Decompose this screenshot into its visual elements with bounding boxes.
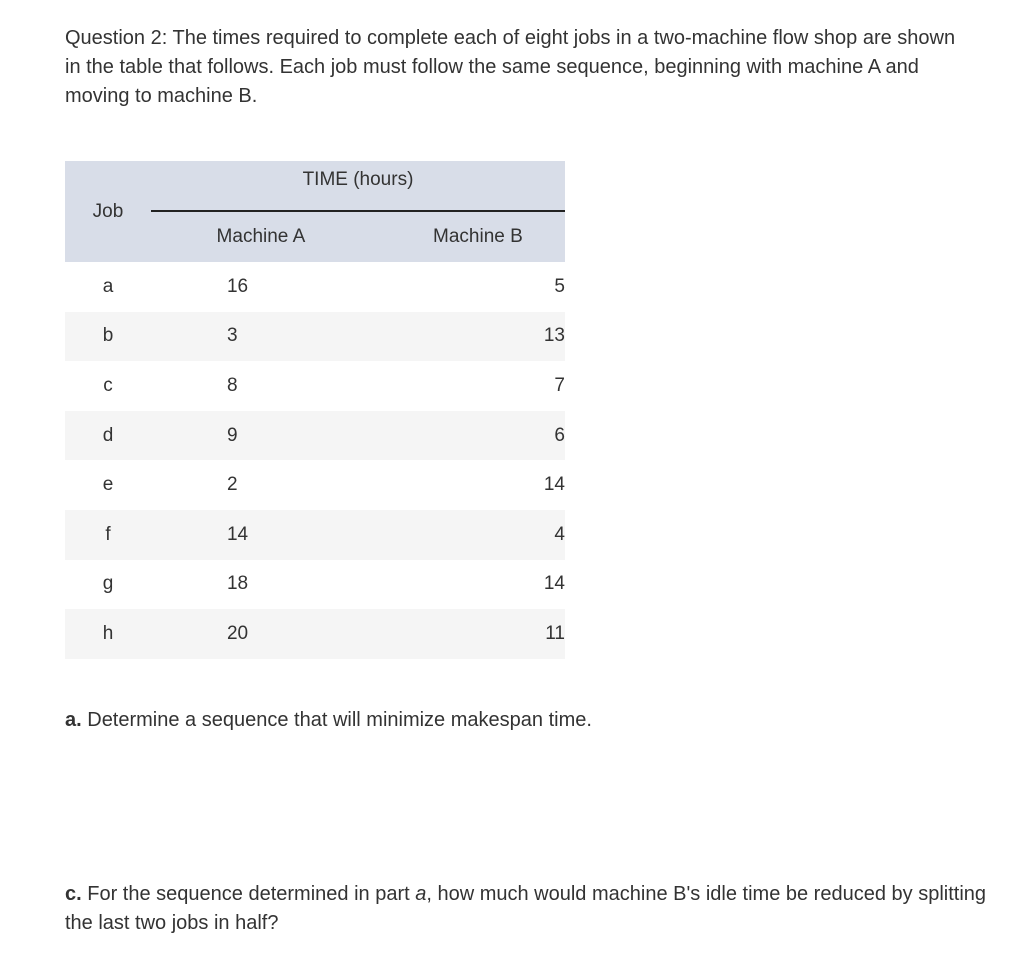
machine-b-cell: 7 bbox=[391, 361, 565, 411]
job-header-label: Job bbox=[92, 200, 124, 222]
job-column-header bbox=[65, 161, 151, 262]
machine-a-header bbox=[151, 211, 391, 262]
machine-b-cell: 6 bbox=[391, 411, 565, 461]
job-cell: c bbox=[65, 361, 151, 411]
machine-a-cell: 3 bbox=[151, 312, 391, 362]
time-group-header bbox=[151, 161, 565, 211]
machine-a-cell: 18 bbox=[151, 560, 391, 610]
part-c-label: c. bbox=[65, 883, 82, 905]
job-cell: e bbox=[65, 460, 151, 510]
table-row bbox=[65, 411, 565, 461]
machine-a-cell: 14 bbox=[151, 510, 391, 560]
part-a-question bbox=[65, 706, 592, 735]
table-row bbox=[65, 560, 565, 610]
table-row bbox=[65, 312, 565, 362]
job-cell: a bbox=[65, 262, 151, 312]
part-a-label: a. bbox=[65, 709, 82, 731]
table-row bbox=[65, 609, 565, 659]
machine-a-cell: 2 bbox=[151, 460, 391, 510]
machine-b-cell: 14 bbox=[391, 560, 565, 610]
question-line: Question 2: The times required to complete each of eight jobs in a two-machine flow shop are shown bbox=[65, 27, 956, 49]
machine-b-header bbox=[391, 211, 565, 262]
machine-b-cell: 13 bbox=[391, 312, 565, 362]
table-row bbox=[65, 510, 565, 560]
machine-a-cell: 8 bbox=[151, 361, 391, 411]
table-header-row bbox=[65, 161, 565, 211]
machine-b-cell: 11 bbox=[391, 609, 565, 659]
question-text bbox=[65, 24, 1024, 111]
machine-b-label: Machine B bbox=[433, 226, 523, 247]
part-c-text-after: , how much would machine B's idle time be reduced by splitting the last two jobs in half? bbox=[65, 883, 987, 934]
machine-a-cell: 20 bbox=[151, 609, 391, 659]
machine-a-cell: 16 bbox=[151, 262, 391, 312]
table-row bbox=[65, 460, 565, 510]
job-cell: b bbox=[65, 312, 151, 362]
machine-a-cell: 9 bbox=[151, 411, 391, 461]
job-cell: d bbox=[65, 411, 151, 461]
machine-b-cell: 5 bbox=[391, 262, 565, 312]
job-cell: f bbox=[65, 510, 151, 560]
part-c-italic: a bbox=[415, 883, 427, 905]
part-a-text: Determine a sequence that will minimize makespan time. bbox=[81, 709, 592, 731]
part-c-text-before: For the sequence determined in part bbox=[81, 883, 416, 905]
machine-a-label: Machine A bbox=[216, 226, 306, 247]
part-c-question bbox=[65, 880, 1015, 938]
job-cell: g bbox=[65, 560, 151, 610]
job-cell: h bbox=[65, 609, 151, 659]
job-times-table bbox=[65, 161, 565, 659]
machine-b-cell: 4 bbox=[391, 510, 565, 560]
question-line: in the table that follows. Each job must follow the same sequence, beginning with machine A and bbox=[65, 56, 919, 78]
table-row bbox=[65, 361, 565, 411]
machine-b-cell: 14 bbox=[391, 460, 565, 510]
time-group-label: TIME (hours) bbox=[302, 168, 414, 190]
table-row bbox=[65, 262, 565, 312]
question-line: moving to machine B. bbox=[65, 85, 258, 107]
